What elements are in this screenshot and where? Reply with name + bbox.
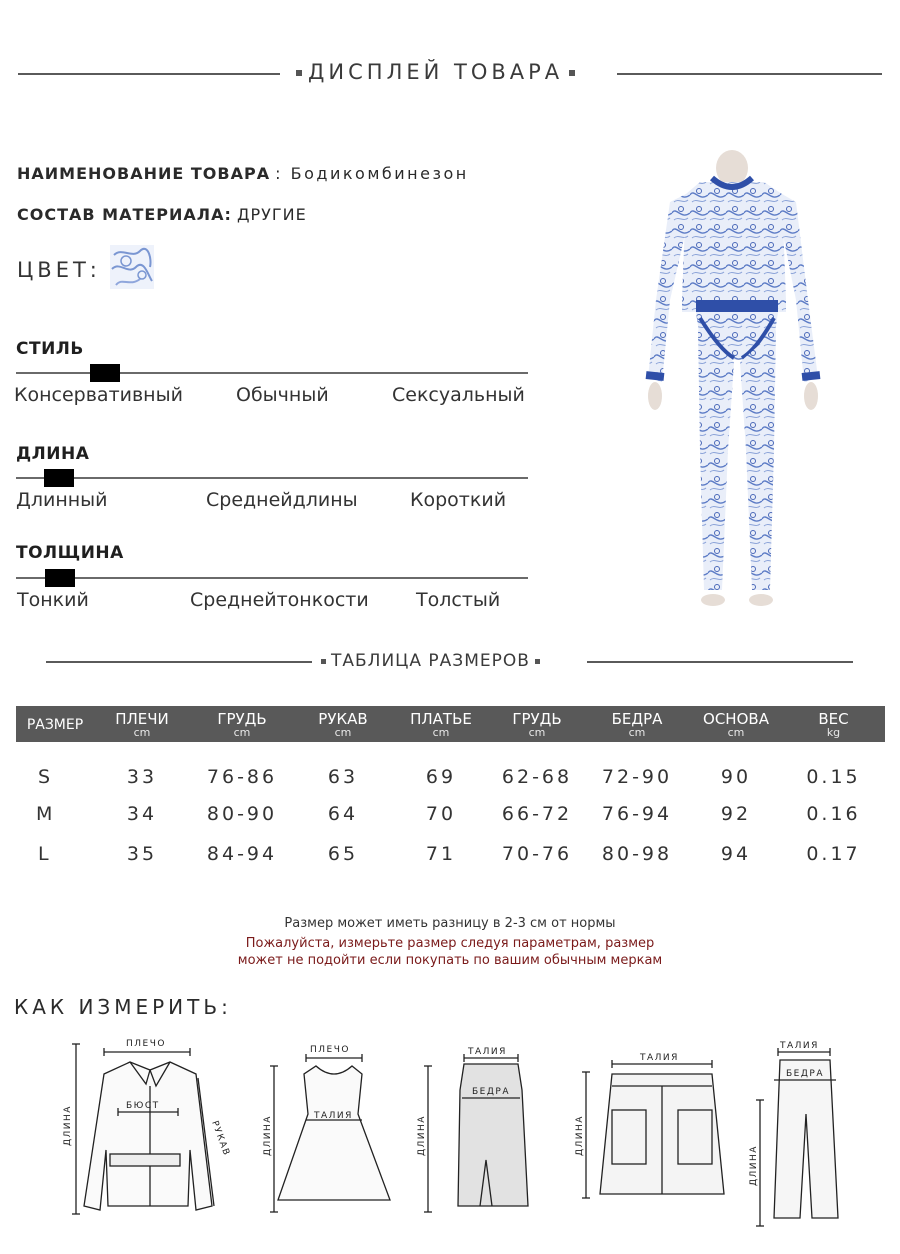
table-cell: 70 [425,802,457,825]
size-warning-line-2: может не подойти если покупать по вашим обычным меркам [237,953,663,968]
label-hips-skirt: БЕДРА [472,1087,510,1097]
col-label: ОСНОВА [703,709,769,728]
size-table-header [16,706,885,742]
table-cell: S [38,765,54,788]
scale-thickness-option-1: Тонкий [17,589,89,611]
size-table [16,706,885,875]
product-name-value: : Бодикомбинезон [275,164,469,183]
scale-thickness-option-3: Толстый [416,589,501,611]
col-unit: cm [432,725,450,739]
product-name-row [17,164,469,183]
label-length-skirt: ДЛИНА [417,1115,427,1156]
skirt-diagram [424,1054,528,1212]
table-cell: 33 [126,765,158,788]
scale-style-option-2: Обычный [236,384,329,406]
col-label: РУКАВ [318,709,368,728]
label-waist-shorts: ТАЛИЯ [640,1053,679,1063]
product-name-label: НАИМЕНОВАНИЕ ТОВАРА [17,164,271,183]
label-shoulder-jacket: ПЛЕЧО [126,1039,166,1049]
label-sleeve-jacket: РУКАВ [209,1119,232,1158]
label-length-pants: ДЛИНА [749,1145,759,1186]
col-label: РАЗМЕР [26,717,84,733]
dress-diagram [270,1054,390,1212]
col-unit: cm [233,725,251,739]
table-cell: 64 [327,802,359,825]
label-length-shorts: ДЛИНА [575,1115,585,1156]
table-cell: 72-90 [601,765,673,788]
scale-thickness-title: ТОЛЩИНА [16,543,124,563]
col-label: ГРУДЬ [512,709,562,728]
table-cell: 66-72 [501,802,573,825]
table-cell: 90 [720,765,752,788]
col-unit: cm [334,725,352,739]
table-cell: 62-68 [501,765,573,788]
scale-thickness-line [16,577,528,579]
table-cell: M [36,802,56,825]
header-rule-right [617,73,882,75]
col-label: ГРУДЬ [217,709,267,728]
how-to-measure-title: КАК ИЗМЕРИТЬ: [14,995,232,1019]
col-unit: cm [628,725,646,739]
scale-length-option-1: Длинный [16,489,108,511]
label-waist-pants: ТАЛИЯ [780,1041,819,1051]
table-cell: 65 [327,842,359,865]
label-length-jacket: ДЛИНА [63,1105,73,1146]
table-cell: 34 [126,802,158,825]
col-header-hips [584,706,690,742]
scale-thickness-option-2: Среднейтонкости [190,589,369,611]
table-cell: 80-98 [601,842,673,865]
table-cell: L [38,842,52,865]
col-header-base [690,706,782,742]
col-unit: kg [826,725,841,739]
display-header-text: ДИСПЛЕЙ ТОВАРА [308,60,564,84]
col-header-weight [782,706,885,742]
table-cell: 84-94 [206,842,278,865]
color-swatch[interactable] [110,245,154,289]
table-row [16,832,885,875]
size-warning-line-1: Пожалуйста, измерьте размер следуя параметрам, размер [245,936,655,951]
table-cell: 70-76 [501,842,573,865]
size-warning [0,935,900,969]
display-header [290,60,581,84]
label-bust-jacket: БЮСТ [126,1101,160,1111]
col-unit: cm [133,725,151,739]
label-waist-skirt: ТАЛИЯ [468,1047,507,1057]
size-header-text: ТАБЛИЦА РАЗМЕРОВ [331,651,530,671]
label-waist-dress: ТАЛИЯ [314,1111,353,1121]
material-value: ДРУГИЕ [236,205,307,224]
scale-style-marker[interactable] [90,364,120,382]
col-header-sleeve [294,706,392,742]
table-row [16,758,885,795]
table-cell: 71 [425,842,457,865]
table-cell: 0.15 [806,765,861,788]
table-cell: 0.17 [806,842,861,865]
col-header-dress [392,706,490,742]
scale-length-marker[interactable] [44,469,74,487]
col-label: БЕДРА [611,709,663,728]
col-header-bust-2 [490,706,584,742]
product-photo [600,150,880,610]
col-label: ВЕС [818,709,849,728]
jacket-diagram [72,1044,214,1214]
table-cell: 80-90 [206,802,278,825]
scale-length-line [16,477,528,479]
color-label: ЦВЕТ: [17,258,101,282]
header-rule-left [18,73,280,75]
size-note: Размер может иметь разницу в 2-3 см от нормы [284,916,616,931]
scale-style-title: СТИЛЬ [16,339,84,359]
scale-length-option-2: Среднейдлины [206,489,358,511]
scale-thickness-marker[interactable] [45,569,75,587]
col-unit: cm [528,725,546,739]
table-cell: 63 [327,765,359,788]
label-shoulder-dress: ПЛЕЧО [310,1045,350,1055]
size-rule-right [587,661,853,663]
measure-diagrams [0,1030,900,1230]
material-row [17,205,307,224]
table-cell: 94 [720,842,752,865]
shorts-diagram [582,1060,724,1198]
scale-style-option-1: Консервативный [14,384,183,406]
size-rule-left [46,661,312,663]
label-hips-pants: БЕДРА [786,1069,824,1079]
table-cell: 0.16 [806,802,861,825]
scale-length-option-3: Короткий [410,489,507,511]
table-cell: 76-94 [601,802,673,825]
col-header-size [16,706,94,742]
scale-style-option-3: Сексуальный [392,384,525,406]
col-label: ПЛАТЬЕ [410,709,472,728]
scale-length-title: ДЛИНА [16,444,90,464]
table-cell: 76-86 [206,765,278,788]
size-header [316,651,545,671]
col-header-shoulders [94,706,190,742]
col-unit: cm [727,725,745,739]
table-cell: 92 [720,802,752,825]
table-cell: 35 [126,842,158,865]
col-label: ПЛЕЧИ [115,709,169,728]
table-cell: 69 [425,765,457,788]
material-label: СОСТАВ МАТЕРИАЛА: [17,205,232,224]
table-row [16,795,885,832]
col-header-bust [190,706,294,742]
label-length-dress: ДЛИНА [263,1115,273,1156]
color-row [17,258,101,282]
